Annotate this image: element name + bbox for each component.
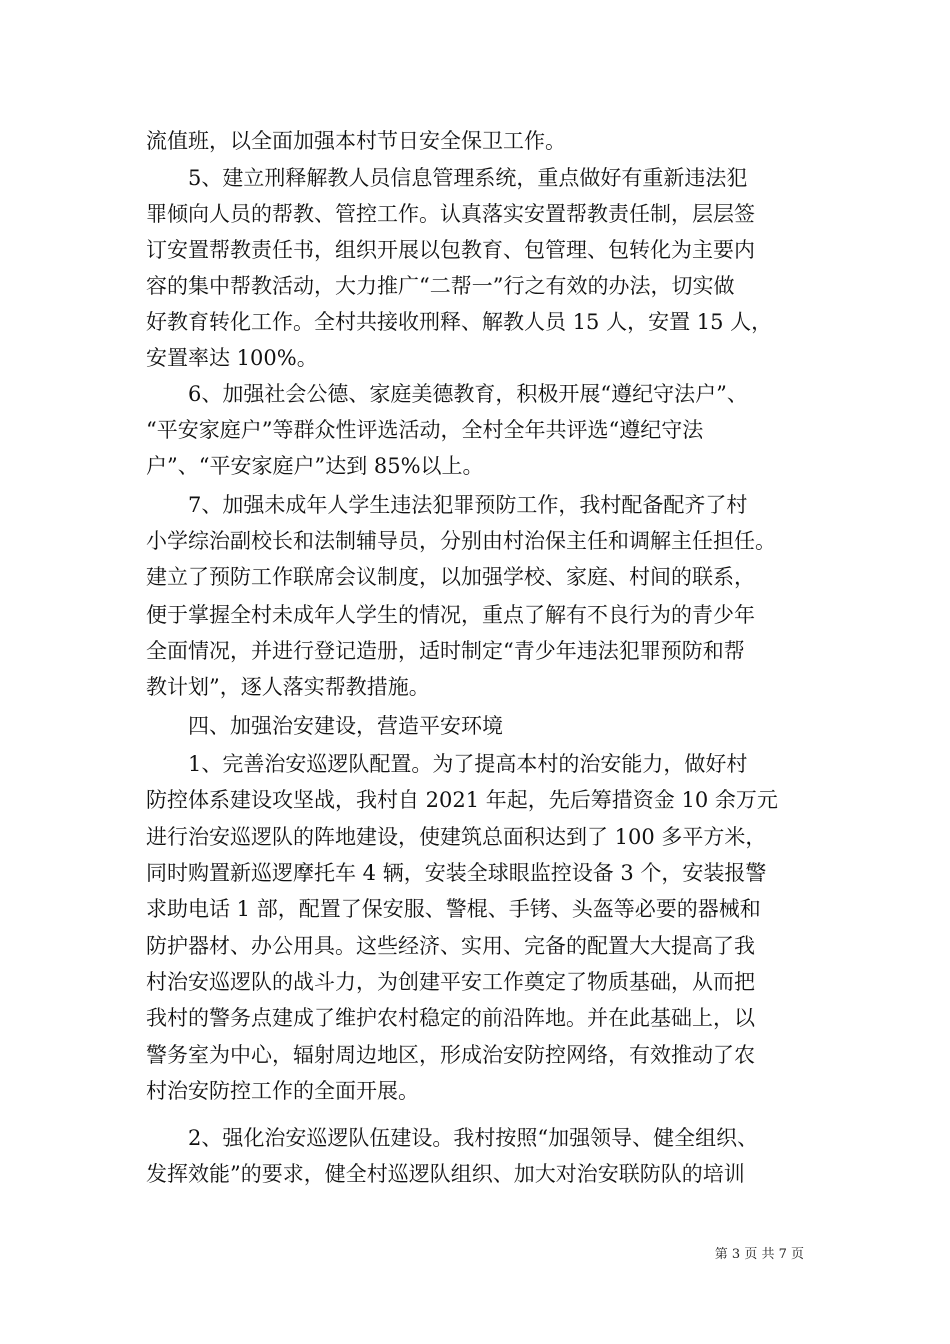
text-line: 1、完善治安巡逻队配置。为了提高本村的治安能力，做好村 [188,752,748,776]
text-line: 小学综治副校长和法制辅导员，分别由村治保主任和调解主任担任。 [146,529,776,553]
text-line: 户”、“平安家庭户”达到 85%以上。 [146,454,484,478]
text-line: 容的集中帮教活动，大力推广“二帮一”行之有效的办法，切实做 [146,274,735,298]
text-line: 教计划”，逐人落实帮教措施。 [146,675,430,699]
text-line: 进行治安巡逻队的阵地建设，使建筑总面积达到了 100 多平方米， [146,825,767,849]
text-line: 警务室为中心，辐射周边地区，形成治安防控网络，有效推动了农 [146,1043,755,1067]
text-line: 防护器材、办公用具。这些经济、实用、完备的配置大大提高了我 [146,934,755,958]
text-line: 5、建立刑释解教人员信息管理系统，重点做好有重新违法犯 [188,166,748,190]
text-line: 便于掌握全村未成年人学生的情况，重点了解有不良行为的青少年 [146,603,755,627]
text-line: 建立了预防工作联席会议制度，以加强学校、家庭、村间的联系， [146,565,755,589]
text-line: 我村的警务点建成了维护农村稳定的前沿阵地。并在此基础上，以 [146,1006,755,1030]
page-number: 第 3 页 共 7 页 [714,1247,804,1262]
text-line: “平安家庭户”等群众性评选活动，全村全年共评选“遵纪守法 [146,418,704,442]
text-line: 同时购置新巡逻摩托车 4 辆，安装全球眼监控设备 3 个，安装报警 [146,861,767,885]
text-line: 2、强化治安巡逻队伍建设。我村按照“加强领导、健全组织、 [188,1126,759,1150]
text-line: 罪倾向人员的帮教、管控工作。认真落实安置帮教责任制，层层签 [146,202,755,226]
text-line: 求助电话 1 部，配置了保安服、警棍、手铐、头盔等必要的器械和 [146,897,761,921]
text-line: 防控体系建设攻坚战，我村自 2021 年起，先后筹措资金 10 余万元 [146,788,778,812]
text-line: 7、加强未成年人学生违法犯罪预防工作，我村配备配齐了村 [188,493,748,517]
text-line: 流值班，以全面加强本村节日安全保卫工作。 [146,129,566,153]
text-line: 6、加强社会公德、家庭美德教育，积极开展“遵纪守法户”、 [188,382,748,406]
text-line: 订安置帮教责任书，组织开展以包教育、包管理、包转化为主要内 [146,238,755,262]
text-line: 发挥效能”的要求，健全村巡逻队组织、加大对治安联防队的培训 [146,1162,745,1186]
text-line: 村治安防控工作的全面开展。 [146,1079,419,1103]
text-line: 全面情况，并进行登记造册，适时制定“青少年违法犯罪预防和帮 [146,639,745,663]
section-heading: 四、加强治安建设，营造平安环境 [188,714,503,738]
text-line: 好教育转化工作。全村共接收刑释、解教人员 15 人，安置 15 人， [146,310,773,334]
text-line: 村治安巡逻队的战斗力，为创建平安工作奠定了物质基础，从而把 [146,970,755,994]
text-line: 安置率达 100%。 [146,346,318,370]
